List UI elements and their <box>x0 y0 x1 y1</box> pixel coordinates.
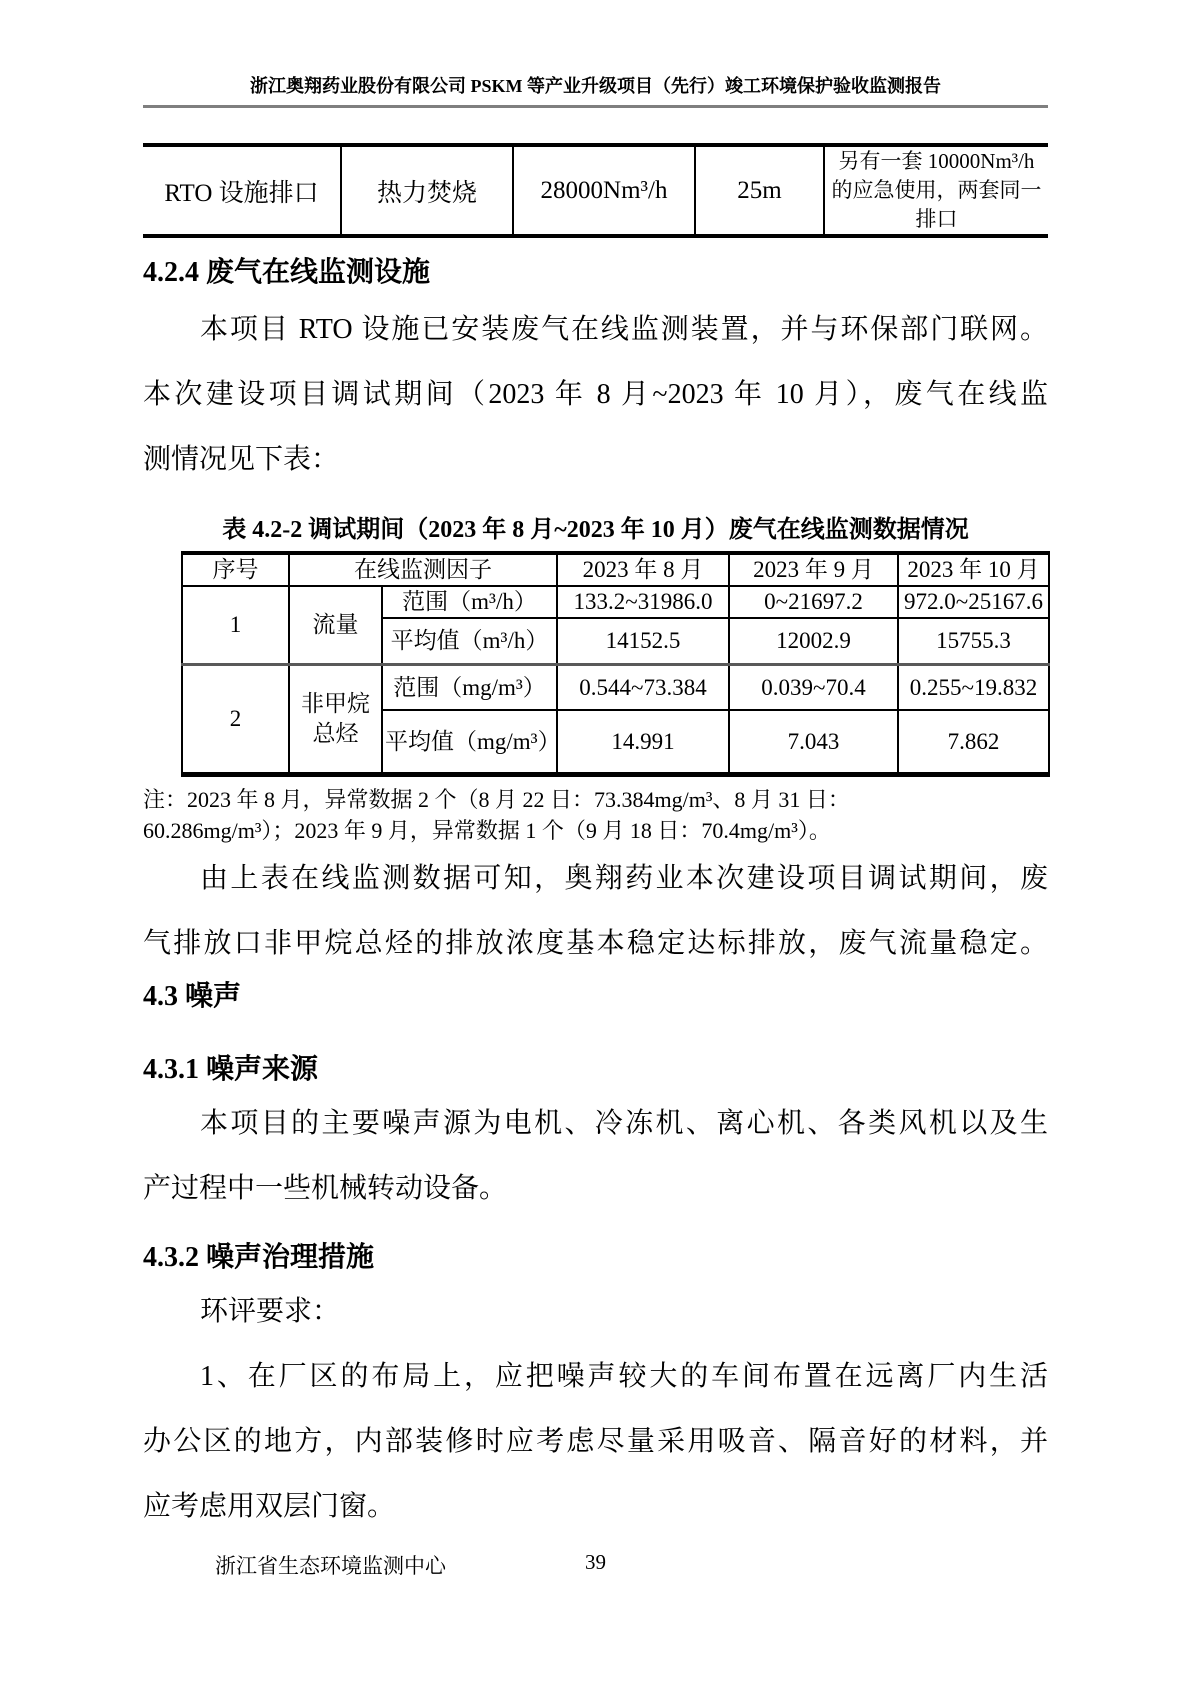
value-sep: 0.039~70.4 <box>729 665 898 711</box>
value-aug: 14152.5 <box>557 618 729 665</box>
paragraph-line: 1、在厂区的布局上，应把噪声较大的车间布置在远离厂内生活 <box>200 1361 1048 1392</box>
table-note <box>143 784 1048 846</box>
remark-cell: 另有一套 10000Nm³/h 的应急使用，两套同一排口 <box>831 149 1042 231</box>
row-label: 平均值（m³/h） <box>382 618 557 665</box>
capacity-cell: 28000Nm³/h <box>513 145 695 236</box>
footer-organization: 浙江省生态环境监测中心 <box>215 1554 446 1578</box>
value-oct: 15755.3 <box>898 618 1049 665</box>
group2-factor: 非甲烷总烃 <box>289 665 382 775</box>
section-heading-4-3-1: 4.3.1 噪声来源 <box>143 1054 319 1085</box>
row-label: 范围（mg/m³） <box>382 665 557 711</box>
header-no: 序号 <box>182 553 289 586</box>
value-oct: 7.862 <box>898 710 1049 775</box>
value-aug: 0.544~73.384 <box>557 665 729 711</box>
paragraph-line: 气排放口非甲烷总烃的排放浓度基本稳定达标排放，废气流量稳定。 <box>143 928 1048 959</box>
value-sep: 0~21697.2 <box>729 586 898 618</box>
note-line: 注：2023 年 8 月，异常数据 2 个（8 月 22 日：73.384mg/m³、8 月 31 日： <box>143 787 850 812</box>
value-sep: 12002.9 <box>729 618 898 665</box>
header-sep: 2023 年 9 月 <box>729 553 898 586</box>
paragraph-line: 本项目的主要噪声源为电机、冷冻机、离心机、各类风机以及生 <box>200 1108 1048 1139</box>
section-heading-4-3-2: 4.3.2 噪声治理措施 <box>143 1242 375 1273</box>
header-oct: 2023 年 10 月 <box>898 553 1049 586</box>
header-aug: 2023 年 8 月 <box>557 553 729 586</box>
paragraph-424 <box>143 297 1048 492</box>
table-caption: 表 4.2-2 调试期间（2023 年 8 月~2023 年 10 月）废气在线监测数据情况 <box>222 517 969 543</box>
value-oct: 972.0~25167.6 <box>898 586 1049 618</box>
paragraph-line: 办公区的地方，内部装修时应考虑尽量采用吸音、隔音好的材料，并 <box>143 1426 1048 1457</box>
page-number: 39 <box>585 1550 606 1574</box>
paragraph-432-intro <box>143 1279 1048 1344</box>
group1-no: 1 <box>182 586 289 665</box>
page-footer <box>143 1550 1048 1580</box>
paragraph-431 <box>143 1091 1048 1221</box>
paragraph-line: 环评要求： <box>200 1296 341 1327</box>
value-sep: 7.043 <box>729 710 898 775</box>
value-oct: 0.255~19.832 <box>898 665 1049 711</box>
paragraph-line: 本项目 RTO 设施已安装废气在线监测装置，并与环保部门联网。 <box>200 314 1048 345</box>
stack-height-cell: 25m <box>695 145 824 236</box>
outlet-table <box>143 143 1048 238</box>
paragraph-432 <box>143 1344 1048 1539</box>
table-row <box>143 145 1048 236</box>
table-header-row <box>182 553 1049 586</box>
note-line: 60.286mg/m³）；2023 年 9 月，异常数据 1 个（9 月 18 日：70.4mg/m³）。 <box>143 818 831 843</box>
table-row <box>182 586 1049 618</box>
paragraph-conclusion <box>143 846 1048 976</box>
paragraph-line: 应考虑用双层门窗。 <box>143 1491 396 1522</box>
paragraph-line: 本次建设项目调试期间（2023 年 8 月~2023 年 10 月），废气在线监 <box>143 379 1048 410</box>
page-content <box>143 0 1048 1539</box>
table-row <box>182 665 1049 711</box>
running-header-title: 浙江奥翔药业股份有限公司 PSKM 等产业升级项目（先行）竣工环境保护验收监测报告 <box>250 76 941 96</box>
value-aug: 14.991 <box>557 710 729 775</box>
outlet-name-cell: RTO 设施排口 <box>143 145 341 236</box>
row-label: 平均值（mg/m³） <box>382 710 557 775</box>
header-factor: 在线监测因子 <box>289 553 557 586</box>
paragraph-line: 产过程中一些机械转动设备。 <box>143 1173 508 1204</box>
treatment-method-cell: 热力焚烧 <box>341 145 513 236</box>
group2-no: 2 <box>182 665 289 775</box>
section-heading-4-3: 4.3 噪声 <box>143 981 242 1012</box>
paragraph-line: 由上表在线监测数据可知，奥翔药业本次建设项目调试期间，废 <box>200 863 1048 894</box>
group1-factor: 流量 <box>289 586 382 665</box>
paragraph-line: 测情况见下表： <box>143 444 340 475</box>
header-rule <box>143 105 1048 108</box>
monitoring-data-table <box>181 551 1050 777</box>
value-aug: 133.2~31986.0 <box>557 586 729 618</box>
row-label: 范围（m³/h） <box>382 586 557 618</box>
section-heading-4-2-4: 4.2.4 废气在线监测设施 <box>143 257 431 288</box>
